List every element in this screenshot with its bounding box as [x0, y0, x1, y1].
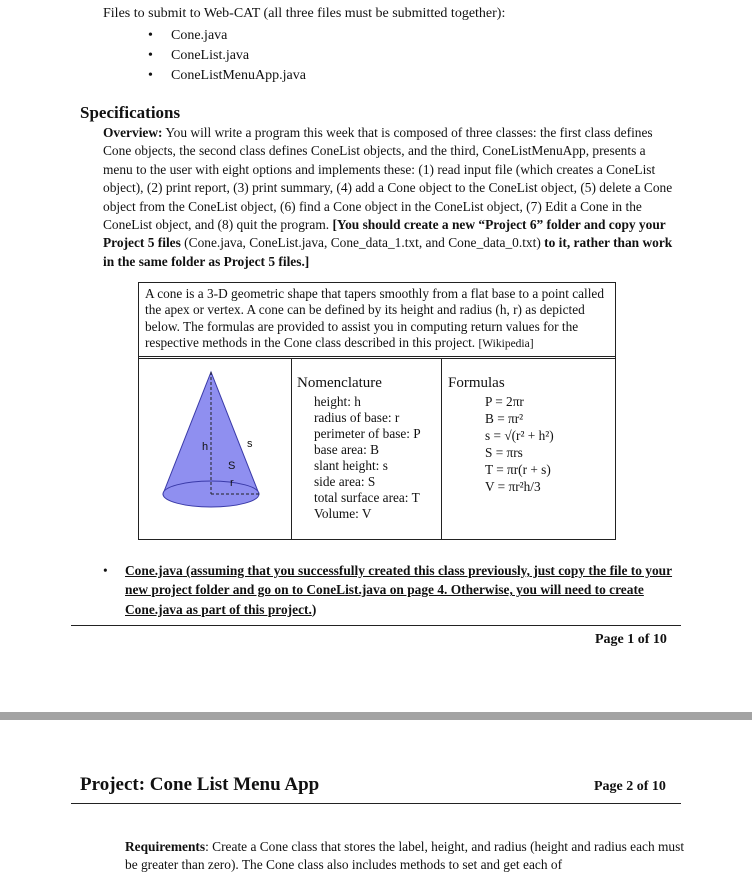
cone-definition-cell: A cone is a 3-D geometric shape that tapers smoothly from a flat base to a point called the apex or vertex. A cone can be defined by its height and radius (h, r) as depicted below. The formulas are provided to assist you in computing return values for the respective methods in the Cone class described in this project. [Wikipedia] [139, 283, 615, 357]
file-list [148, 26, 306, 86]
citation: [Wikipedia] [478, 338, 534, 351]
nomenclature-item: slant height: s [314, 458, 388, 473]
cone-java-name: Cone.java [125, 563, 183, 578]
nomenclature-item: perimeter of base: P [314, 426, 421, 441]
header-rule [71, 803, 681, 804]
section-heading: Specifications [80, 103, 181, 122]
cone-java-item: • Cone.java (assuming that you successfully created this class previously, just copy the file to your new project folder and go on to ConeList.java on page 4. Otherwise, you will need to create Cone.java as part of this project.) [103, 563, 673, 617]
cone-java-note: (assuming that you successfully created this class previously, just copy the file to your new project folder and go on to ConeList.java on page 4. Otherwise, you will need to create Cone.java as part of this project. [125, 563, 673, 617]
page-number: Page 2 of 10 [594, 779, 666, 794]
formula-item: T = πr(r + s) [485, 462, 551, 477]
overview-text: You will write a program this week that is composed of three classes: the first class defines Cone objects, the second class defines ConeList objects, and the third, ConeListMenuApp, presents a menu to the user with eight options and implements these: (1) read input file (which creates a ConeList object), (2) print report, (3) print summary, (4) add a Cone object to the ConeList object, (5) delete a Cone object from the ConeList object, (6) find a Cone object in the ConeList object, (7) Edit a Cone in the ConeList object, and (8) quit the program. [103, 125, 673, 233]
files-intro: Files to submit to Web-CAT (all three files must be submitted together): [103, 6, 506, 21]
cone-diagram [139, 359, 291, 540]
formulas-cell [448, 375, 554, 496]
formulas-heading: Formulas [448, 375, 505, 391]
bullet-icon: • [148, 68, 153, 83]
nomenclature-item: base area: B [314, 442, 379, 457]
overview-files: (Cone.java, ConeList.java, Cone_data_1.txt, and Cone_data_0.txt) [180, 235, 545, 251]
document-page-2 [0, 720, 752, 872]
overview-instruction-2: to it, rather than work in the same folder as Project 5 files.] [103, 235, 673, 269]
overview-instruction-1: [You should create a new “Project 6” folder and copy your Project 5 files [103, 217, 666, 251]
formula-item: P = 2πr [485, 394, 524, 409]
cone-detail-row [139, 358, 615, 540]
radius-label: r [230, 477, 234, 489]
formula-item: S = πrs [485, 445, 523, 460]
nomenclature-item: Volume: V [314, 506, 372, 521]
overview-paragraph [103, 124, 675, 271]
column-divider [291, 359, 292, 540]
formula-item: s = √(r² + h²) [485, 428, 554, 443]
height-label: h [202, 441, 209, 453]
slant-height-label: s [247, 438, 253, 450]
nomenclature-item: radius of base: r [314, 410, 400, 425]
side-area-label: S [228, 460, 236, 472]
requirements-paragraph: Requirements: Create a Cone class that stores the label, height, and radius (height and radius each must be greater than zero). The Cone class also includes methods to set and get each of [125, 839, 685, 872]
bullet-icon: • [148, 48, 153, 63]
page-number: Page 1 of 10 [595, 632, 667, 647]
formula-item: B = πr² [485, 411, 524, 426]
nomenclature-item: side area: S [314, 474, 376, 489]
nomenclature-item: total surface area: T [314, 490, 420, 505]
formula-item: V = πr²h/3 [485, 479, 541, 494]
cone-info-table [138, 282, 616, 540]
list-item: • ConeList.java [148, 46, 306, 66]
page-title: Project: Cone List Menu App [80, 774, 320, 795]
nomenclature-heading: Nomenclature [297, 375, 382, 391]
nomenclature-item: height: h [314, 394, 361, 409]
nomenclature-cell [297, 375, 421, 522]
list-item: • Cone.java [148, 26, 306, 46]
footer-rule [71, 625, 681, 626]
requirements-label: Requirements [125, 839, 206, 854]
list-item: • ConeListMenuApp.java [148, 66, 306, 86]
page-separator [0, 712, 752, 720]
overview-label: Overview: [103, 125, 163, 140]
column-divider [441, 359, 442, 540]
bullet-icon: • [103, 563, 108, 578]
bullet-icon: • [148, 28, 153, 43]
